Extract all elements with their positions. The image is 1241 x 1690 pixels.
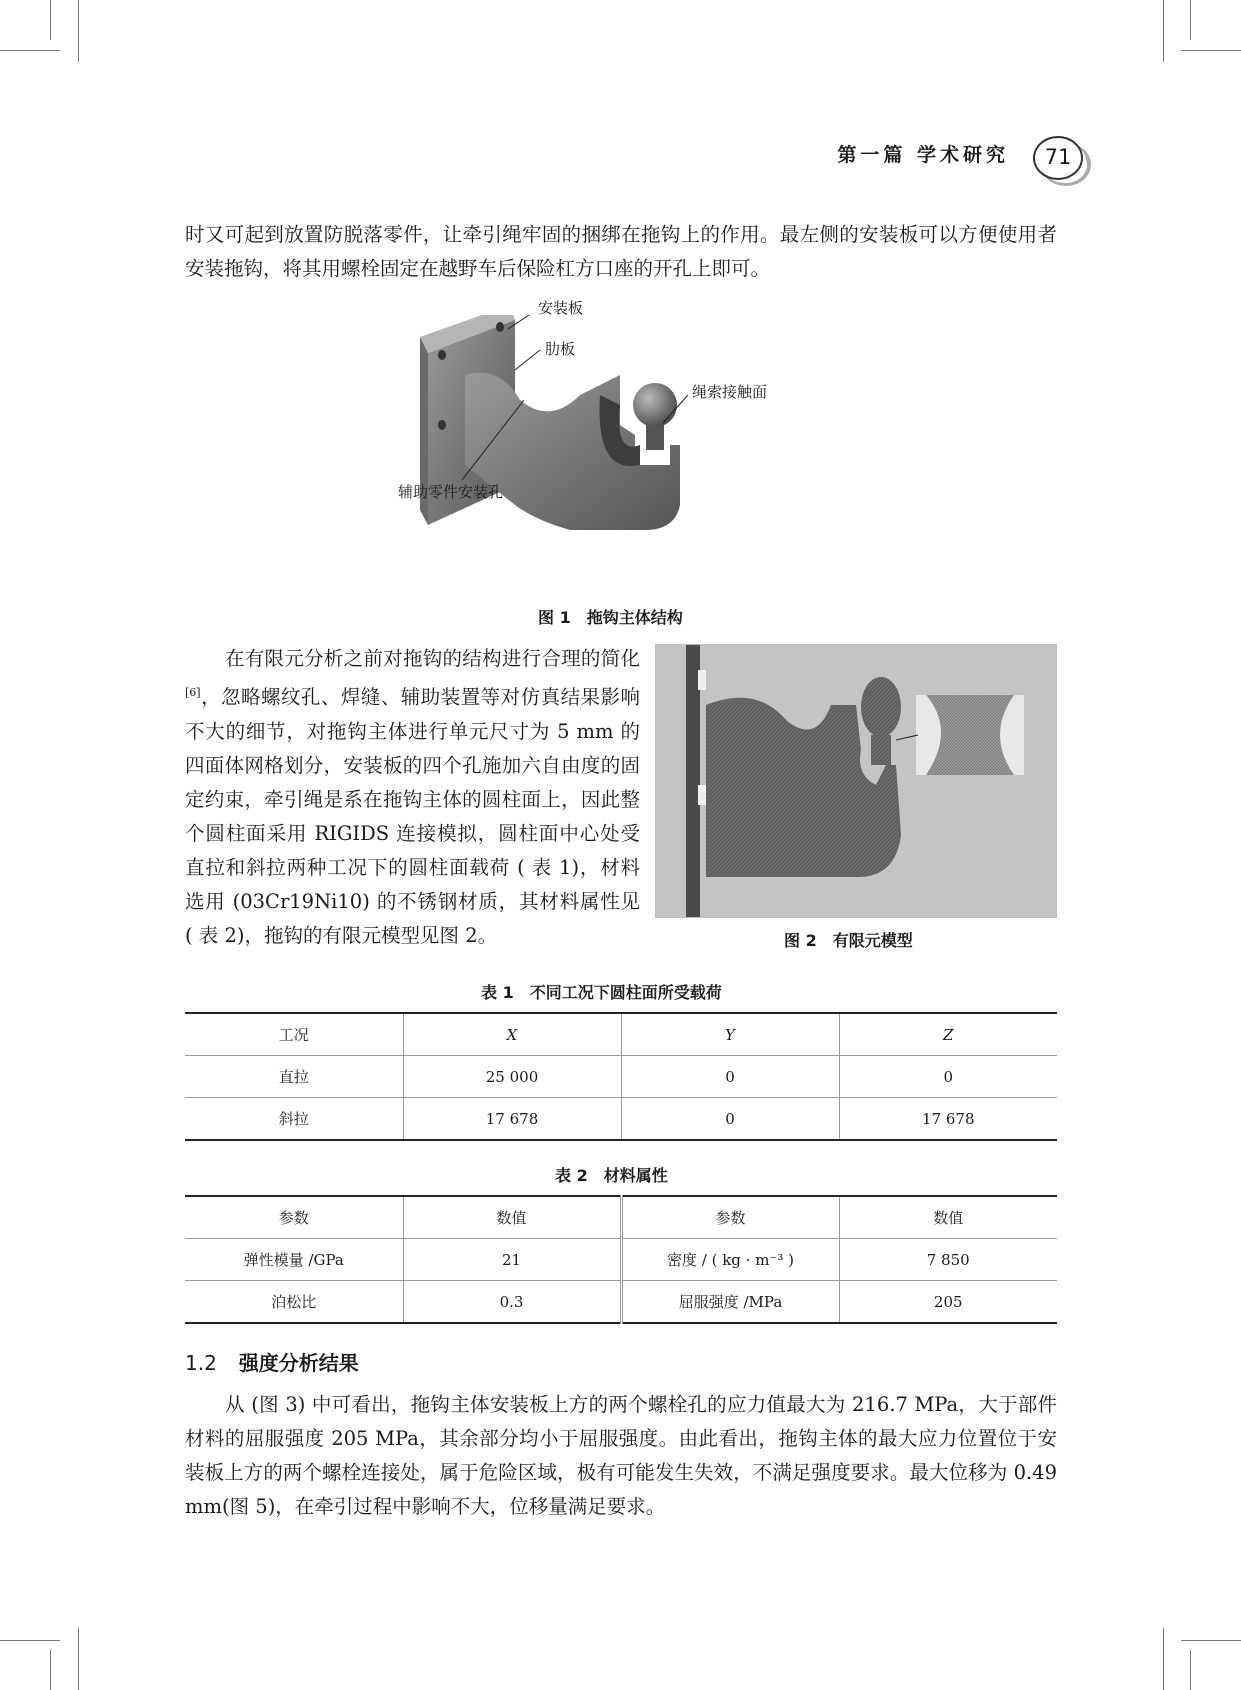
crop-mark (1181, 1640, 1241, 1641)
table-cell: 0 (839, 1056, 1057, 1098)
table-cell: 0.3 (403, 1281, 621, 1324)
crop-mark (1163, 1628, 1164, 1690)
table1-loads (185, 1012, 1057, 1141)
table-row (185, 1239, 1057, 1281)
table-header-row (185, 1196, 1057, 1239)
running-header: 第一篇 学术研究 (837, 144, 1009, 166)
table-cell: 17 678 (403, 1098, 621, 1141)
table-cell: 弹性模量 /GPa (185, 1239, 403, 1281)
table-cell: 斜拉 (185, 1098, 403, 1141)
table-cell: 7 850 (839, 1239, 1057, 1281)
table-header-cell: X (403, 1013, 621, 1056)
table-row (185, 1281, 1057, 1324)
figure1-caption: 图 1 拖钩主体结构 (538, 608, 683, 627)
figure1-hook-drawing (420, 315, 840, 575)
figure2-caption: 图 2 有限元模型 (784, 931, 913, 950)
crop-mark (1163, 0, 1164, 62)
table-row (185, 1056, 1057, 1098)
fig1-label-aux-hole: 辅助零件安装孔 (398, 483, 504, 501)
table-cell: 0 (621, 1056, 839, 1098)
table2-material (185, 1195, 1057, 1324)
table-cell: 17 678 (839, 1098, 1057, 1141)
table1-caption: 表 1 不同工况下圆柱面所受载荷 (481, 983, 722, 1002)
page-number: 71 (1033, 136, 1083, 180)
table-header-cell: 数值 (403, 1196, 621, 1239)
section-title: 强度分析结果 (238, 1351, 359, 1375)
intro-paragraph: 时又可起到放置防脱落零件，让牵引绳牢固的捆绑在拖钩上的作用。最左侧的安装板可以方便使用者安装拖钩，将其用螺栓固定在越野车后保险杠方口座的开孔上即可。 (185, 223, 1057, 280)
crop-mark (78, 1628, 79, 1690)
section-number: 1.2 (185, 1351, 217, 1375)
crop-mark (1181, 50, 1241, 51)
crop-mark (1190, 1650, 1191, 1690)
table-cell: 25 000 (403, 1056, 621, 1098)
table-cell: 21 (403, 1239, 621, 1281)
crop-mark (0, 1640, 60, 1641)
crop-mark (1190, 0, 1191, 40)
figure2-fem-model (655, 644, 1057, 918)
table-cell: 密度 / ( kg · m⁻³ ) (621, 1239, 839, 1281)
fig1-label-rib: 肋板 (545, 340, 576, 358)
table-header-cell: 参数 (621, 1196, 839, 1239)
crop-mark (78, 0, 79, 62)
crop-mark (50, 1650, 51, 1690)
table-header-cell: 工况 (185, 1013, 403, 1056)
crop-mark (50, 0, 51, 40)
table-cell: 205 (839, 1281, 1057, 1324)
section-heading (185, 1347, 359, 1376)
table-header-cell: Y (621, 1013, 839, 1056)
table2-caption: 表 2 材料属性 (555, 1166, 668, 1185)
table-header-cell: 参数 (185, 1196, 403, 1239)
paragraph-fea-setup: 在有限元分析之前对拖钩的结构进行合理的简化[6]，忽略螺纹孔、焊缝、辅助装置等对仿真结果影响不大的细节，对拖钩主体进行单元尺寸为 5 mm 的四面体网格划分，安装板的四个孔施加六自由度的固定约束，牵引绳是系在拖钩主体的圆柱面上，因此整个圆柱面采用 RIGIDS 连接模拟，圆柱面中心处受直拉和斜拉两种工况下的圆柱面载荷 ( 表 1)，材料选用 (03Cr19Ni10) 的不锈钢材质，其材料属性见 ( 表 2)，拖钩的有限元模型见图 2。 (185, 647, 640, 947)
table-header-cell: Z (839, 1013, 1057, 1056)
table-row (185, 1098, 1057, 1141)
table-header-row (185, 1013, 1057, 1056)
table-cell: 泊松比 (185, 1281, 403, 1324)
citation-ref: [6] (185, 686, 201, 699)
table-header-cell: 数值 (839, 1196, 1057, 1239)
paragraph-strength-results: 从 (图 3) 中可看出，拖钩主体安装板上方的两个螺栓孔的应力值最大为 216.7 MPa，大于部件材料的屈服强度 205 MPa，其余部分均小于屈服强度。由此看出，拖钩主体的最大应力位置位于安装板上方的两个螺栓连接处，属于危险区域，极有可能发生失效，不满足强度要求。最大位移为 0.49 mm(图 5)，在牵引过程中影响不大，位移量满足要求。 (185, 1393, 1057, 1518)
fig1-label-mount-plate: 安装板 (538, 299, 584, 317)
table-cell: 0 (621, 1098, 839, 1141)
fig1-label-rope-contact: 绳索接触面 (692, 383, 768, 401)
table-cell: 直拉 (185, 1056, 403, 1098)
crop-mark (0, 50, 60, 51)
table-cell: 屈服强度 /MPa (621, 1281, 839, 1324)
